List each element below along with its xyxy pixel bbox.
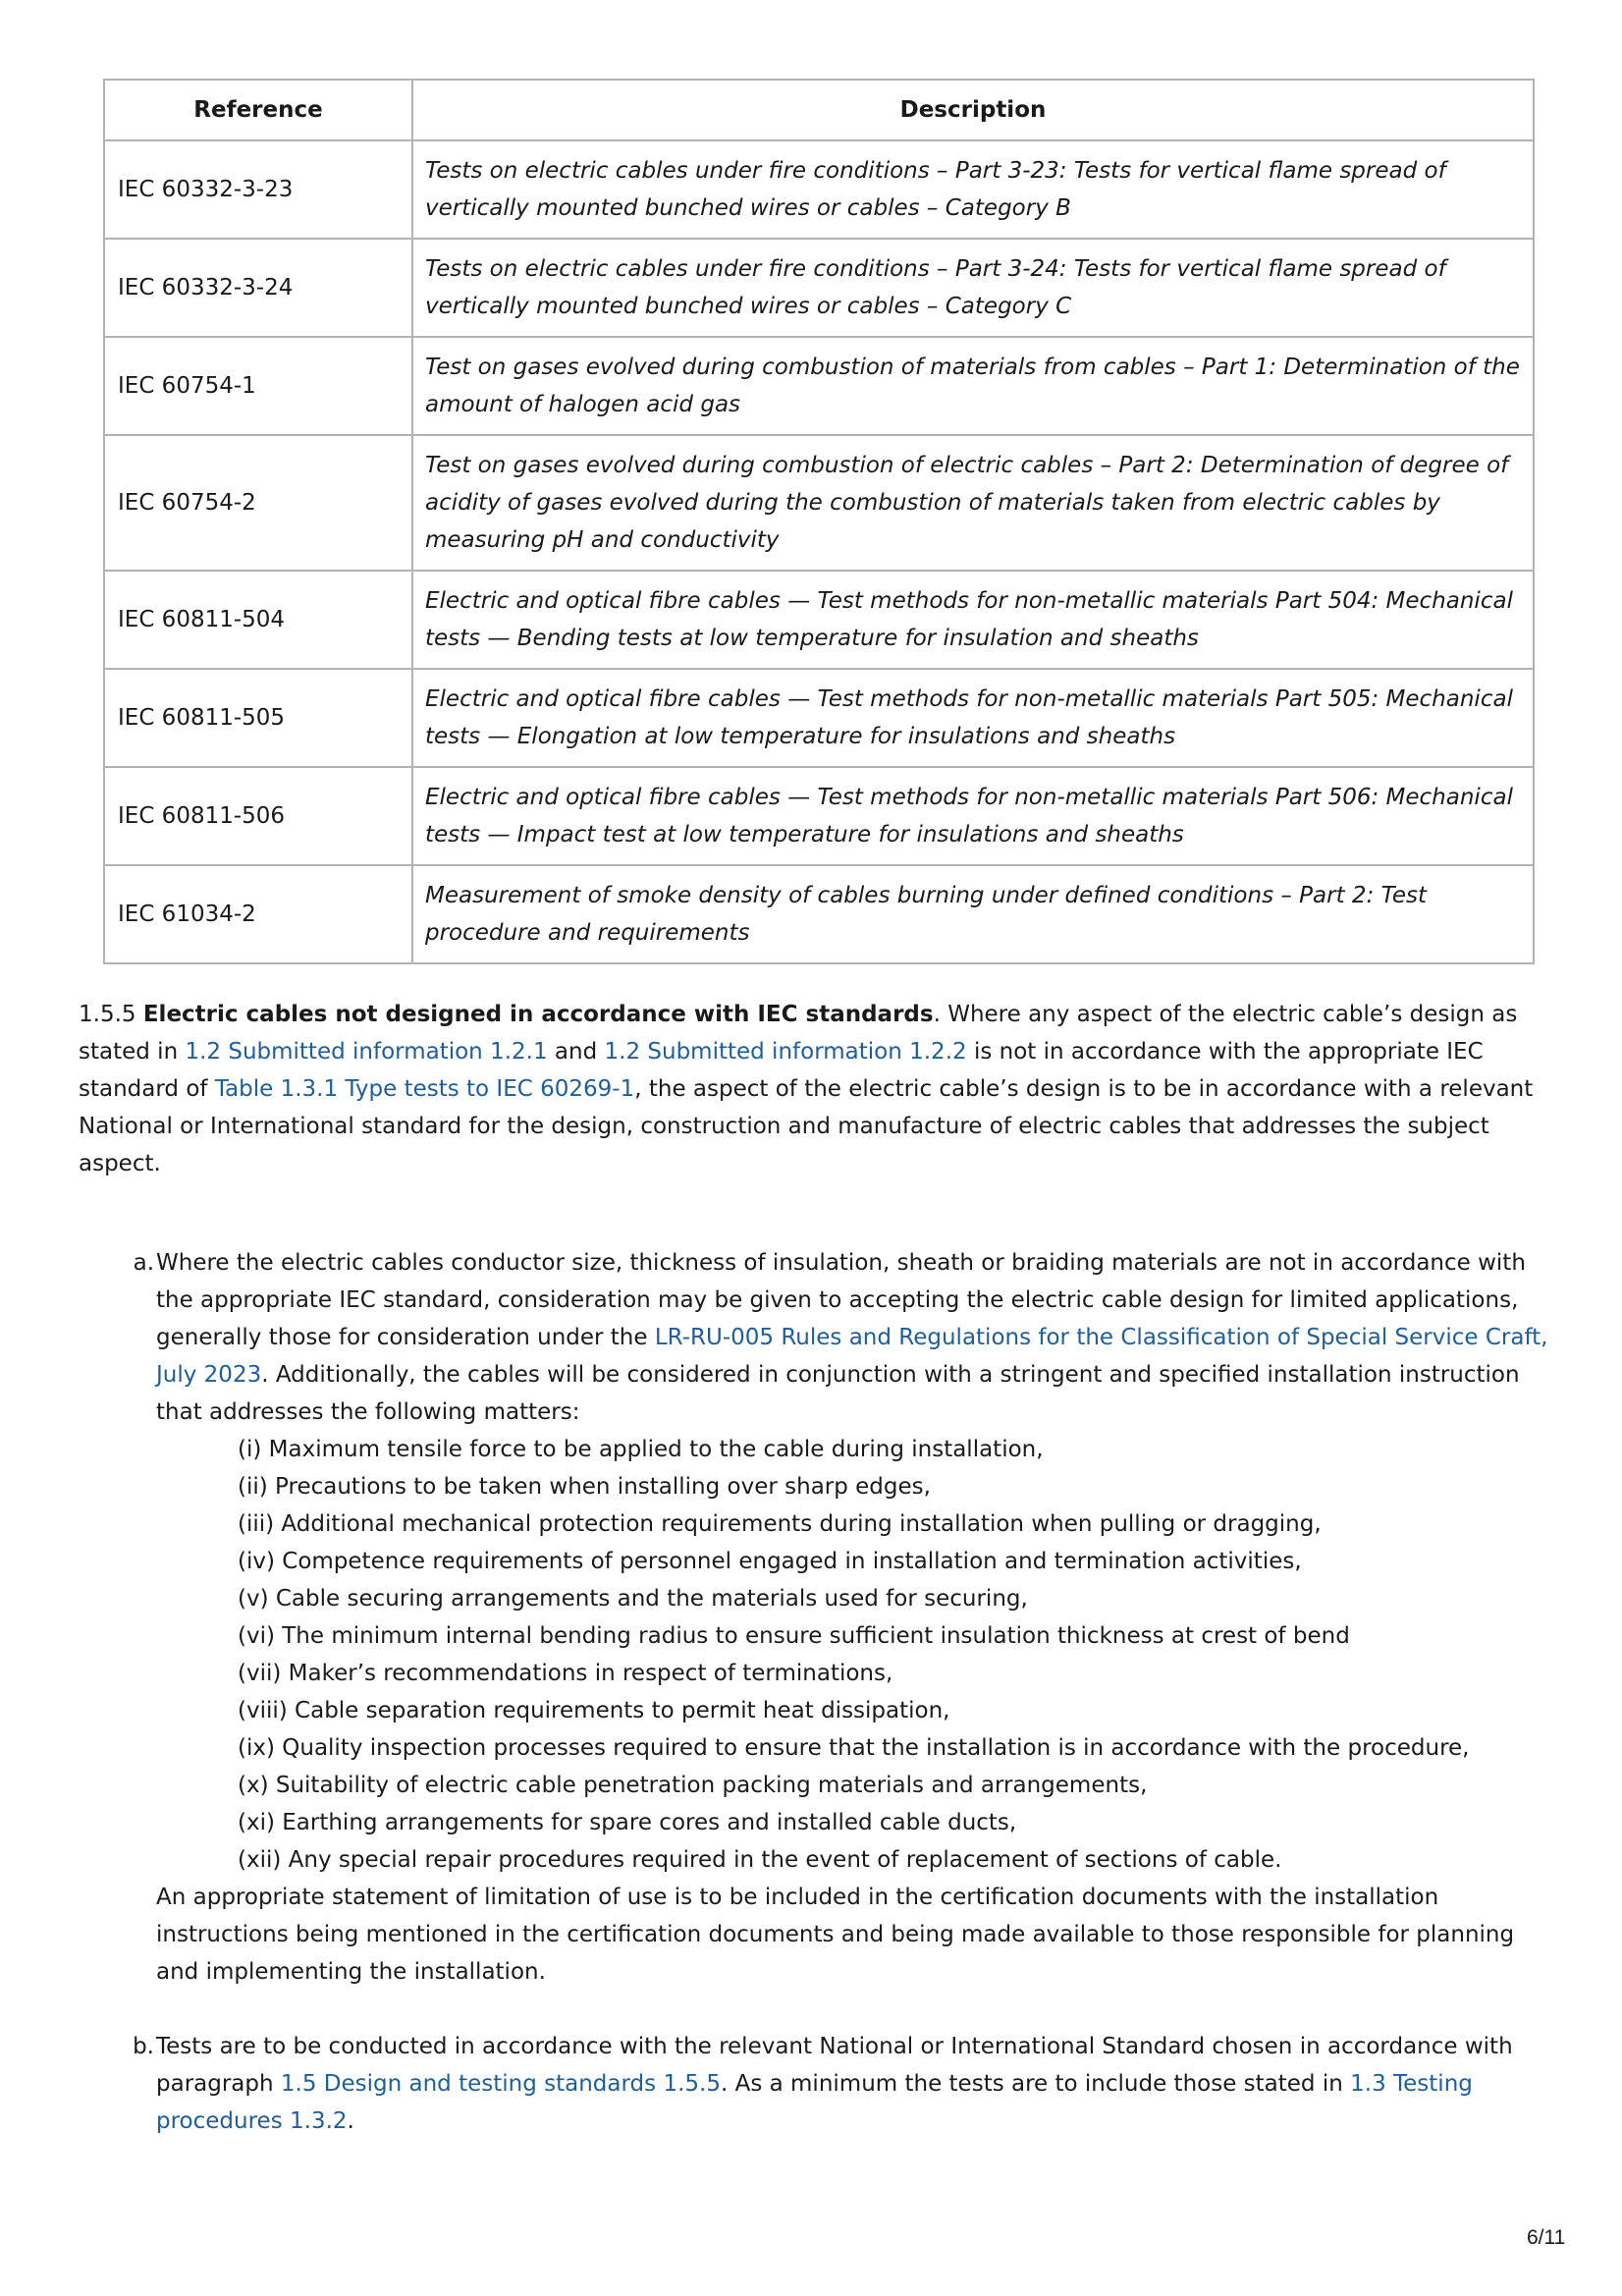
list-item: (xi) Earthing arrangements for spare cores and installed cable ducts, — [238, 1810, 1017, 1835]
reference-cell: IEC 60811-504 — [104, 571, 412, 669]
description-cell: Electric and optical fibre cables — Test methods for non-metallic materials Part 504: Mechanical tests — Bending tests at low temperature for insulation and sheaths — [412, 571, 1534, 669]
reference-table — [103, 79, 1535, 964]
limitation-note: An appropriate statement of limitation of use is to be included in the certification documents with the installation instructions being mentioned in the certification documents and being made available to those responsible for planning and implementing the installation. — [156, 1885, 1515, 1985]
section-number: 1.5.5 — [79, 1002, 136, 1027]
description-cell: Electric and optical fibre cables — Test methods for non-metallic materials Part 506: Mechanical tests — Impact test at low temperature for insulations and sheaths — [412, 767, 1534, 865]
table-row — [104, 767, 1534, 865]
item-text: Tests are to be conducted in accordance with the relevant National or International Standard chosen in accordance with paragraph — [156, 2034, 1513, 2097]
list-item: (v) Cable securing arrangements and the materials used for securing, — [238, 1586, 1028, 1612]
item-letter: b. — [133, 2034, 154, 2059]
item-paragraph — [156, 1244, 1551, 1431]
section-paragraph — [79, 996, 1551, 1182]
reference-cell: IEC 60811-506 — [104, 767, 412, 865]
page-number: 6/11 — [1527, 2226, 1566, 2249]
list-item-a — [79, 1244, 1551, 1991]
item-body — [156, 2028, 1551, 2140]
item-text: . As a minimum the tests are to include those stated in — [720, 2071, 1351, 2097]
reference-cell: IEC 60754-2 — [104, 435, 412, 571]
table-header-row — [104, 80, 1534, 140]
reference-cell: IEC 60332-3-23 — [104, 140, 412, 239]
description-cell: Tests on electric cables under fire conditions – Part 3-24: Tests for vertical flame spread of vertically mounted bunched wires or cables – Category C — [412, 239, 1534, 337]
list-item: (ii) Precautions to be taken when installing over sharp edges, — [238, 1474, 931, 1500]
paragraph-text: , the aspect of the electric cable’s design is to be in accordance with a relevant National or International standard for the design, construction and manufacture of electric cables that addresses the subject aspect. — [79, 1076, 1534, 1176]
table-row — [104, 669, 1534, 767]
link-table-1-3-1[interactable]: Table 1.3.1 Type tests to IEC 60269-1 — [214, 1076, 635, 1102]
item-list — [79, 1244, 1551, 2140]
link-design-testing-1-5-5[interactable]: 1.5 Design and testing standards 1.5.5 — [280, 2071, 721, 2097]
list-item: (viii) Cable separation requirements to permit heat dissipation, — [238, 1698, 950, 1723]
link-submitted-info-1-2-2[interactable]: 1.2 Submitted information 1.2.2 — [604, 1039, 967, 1065]
paragraph-text: is not in accordance with the appropriate IEC standard of — [79, 1039, 1484, 1102]
paragraph-text: . Where any aspect of the electric cable’s design as stated in — [79, 1002, 1518, 1065]
table-row — [104, 571, 1534, 669]
list-item: (ix) Quality inspection processes required to ensure that the installation is in accordance with the procedure, — [238, 1735, 1470, 1761]
list-item: (xii) Any special repair procedures required in the event of replacement of sections of cable. — [238, 1847, 1282, 1873]
table-row — [104, 140, 1534, 239]
list-item: (vii) Maker’s recommendations in respect of terminations, — [238, 1661, 893, 1686]
reference-cell: IEC 61034-2 — [104, 865, 412, 963]
list-item: (iii) Additional mechanical protection requirements during installation when pulling or dragging, — [238, 1511, 1322, 1537]
section-1-5-5 — [79, 996, 1551, 2140]
description-cell: Measurement of smoke density of cables burning under defined conditions – Part 2: Test procedure and requirements — [412, 865, 1534, 963]
reference-cell: IEC 60332-3-24 — [104, 239, 412, 337]
table-row — [104, 239, 1534, 337]
table-row — [104, 337, 1534, 435]
link-lr-ru-005[interactable]: LR-RU-005 Rules and Regulations for the Classification of Special Service Craft, July 2023 — [156, 1325, 1548, 1388]
item-letter: a. — [133, 1250, 154, 1276]
reference-cell: IEC 60754-1 — [104, 337, 412, 435]
item-text: Where the electric cables conductor size, thickness of insulation, sheath or braiding materials are not in accordance with the appropriate IEC standard, consideration may be given to accepting the electric cable design for limited applications, generally those for consideration under the — [156, 1250, 1526, 1350]
item-text: . Additionally, the cables will be considered in conjunction with a stringent and specified installation instruction that addresses the following matters: — [156, 1362, 1520, 1425]
table-row — [104, 435, 1534, 571]
section-heading: Electric cables not designed in accordance with IEC standards — [142, 1002, 934, 1027]
table-row — [104, 865, 1534, 963]
link-submitted-info-1-2-1[interactable]: 1.2 Submitted information 1.2.1 — [185, 1039, 548, 1065]
list-item: (iv) Competence requirements of personnel engaged in installation and termination activities, — [238, 1549, 1302, 1574]
item-body — [156, 1244, 1551, 1991]
description-cell: Test on gases evolved during combustion of electric cables – Part 2: Determination of degree of acidity of gases evolved during the combustion of materials taken from electric cables by measuring pH and conductivity — [412, 435, 1534, 571]
description-cell: Tests on electric cables under fire conditions – Part 3-23: Tests for vertical flame spread of vertically mounted bunched wires or cables – Category B — [412, 140, 1534, 239]
list-item: (vi) The minimum internal bending radius to ensure sufficient insulation thickness at crest of bend — [238, 1623, 1350, 1649]
paragraph-text: and — [547, 1039, 605, 1065]
description-cell: Electric and optical fibre cables — Test methods for non-metallic materials Part 505: Mechanical tests — Elongation at low temperature for insulations and sheaths — [412, 669, 1534, 767]
item-text: . — [347, 2108, 354, 2134]
sub-item-list — [238, 1431, 1551, 1879]
list-item: (i) Maximum tensile force to be applied to the cable during installation, — [238, 1437, 1044, 1462]
item-paragraph — [156, 2028, 1551, 2140]
reference-cell: IEC 60811-505 — [104, 669, 412, 767]
list-item: (x) Suitability of electric cable penetration packing materials and arrangements, — [238, 1773, 1148, 1798]
list-item-b — [79, 2028, 1551, 2140]
link-testing-procedures-1-3-2[interactable]: 1.3 Testing procedures 1.3.2 — [156, 2071, 1473, 2134]
header-reference: Reference — [104, 80, 412, 140]
description-cell: Test on gases evolved during combustion of materials from cables – Part 1: Determination of the amount of halogen acid gas — [412, 337, 1534, 435]
header-description: Description — [412, 80, 1534, 140]
